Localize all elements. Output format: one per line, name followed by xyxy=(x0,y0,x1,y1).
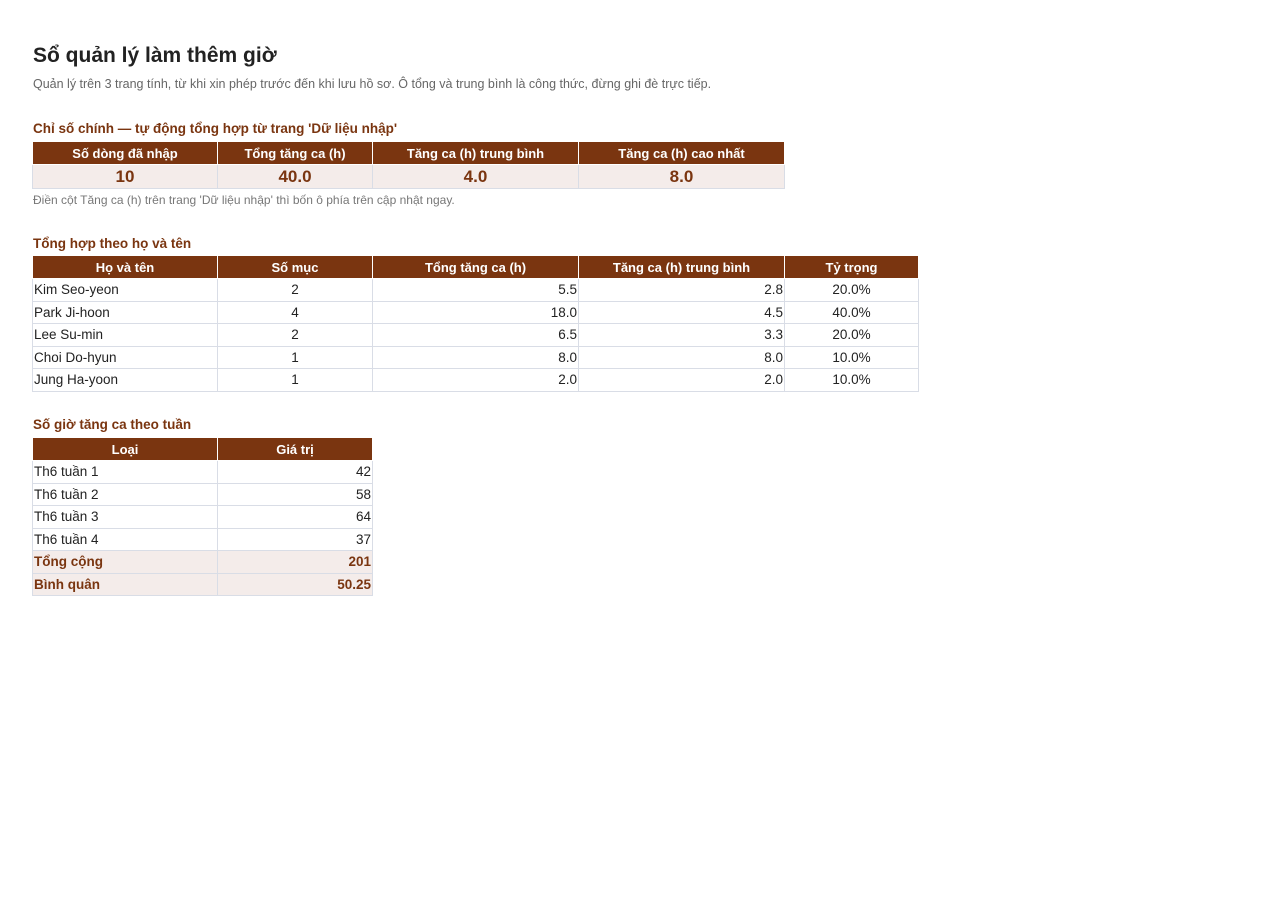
cell-share[interactable]: 20.0% xyxy=(785,324,919,347)
cell-count[interactable]: 2 xyxy=(218,279,373,302)
total-row xyxy=(33,551,373,574)
table-row xyxy=(33,324,919,347)
kpi-value-total[interactable]: 40.0 xyxy=(218,165,373,189)
kpi-value-average[interactable]: 4.0 xyxy=(373,165,579,189)
cell-value[interactable]: 37 xyxy=(218,528,373,551)
cell-name[interactable]: Choi Do-hyun xyxy=(33,346,218,369)
cell-count[interactable]: 1 xyxy=(218,369,373,392)
table-row xyxy=(33,346,919,369)
cell-count[interactable]: 1 xyxy=(218,346,373,369)
table-row xyxy=(33,506,373,529)
cell-total[interactable]: 2.0 xyxy=(373,369,579,392)
kpi-note: Điền cột Tăng ca (h) trên trang 'Dữ liệu nhập' thì bốn ô phía trên cập nhật ngay. xyxy=(33,193,455,207)
header-value[interactable]: Giá trị xyxy=(218,438,373,461)
cell-share[interactable]: 10.0% xyxy=(785,346,919,369)
kpi-value-max[interactable]: 8.0 xyxy=(579,165,785,189)
table-row xyxy=(33,461,373,484)
average-label[interactable]: Bình quân xyxy=(33,573,218,596)
table-row xyxy=(33,483,373,506)
table-row xyxy=(33,279,919,302)
cell-name[interactable]: Jung Ha-yoon xyxy=(33,369,218,392)
weekly-header-row xyxy=(33,438,373,461)
header-share[interactable]: Tỷ trọng xyxy=(785,256,919,279)
cell-type[interactable]: Th6 tuần 1 xyxy=(33,461,218,484)
header-total[interactable]: Tổng tăng ca (h) xyxy=(373,256,579,279)
cell-name[interactable]: Park Ji-hoon xyxy=(33,301,218,324)
kpi-section-title: Chỉ số chính — tự động tổng hợp từ trang 'Dữ liệu nhập' xyxy=(33,121,398,136)
cell-type[interactable]: Th6 tuần 3 xyxy=(33,506,218,529)
cell-total[interactable]: 6.5 xyxy=(373,324,579,347)
cell-value[interactable]: 64 xyxy=(218,506,373,529)
header-average[interactable]: Tăng ca (h) trung bình xyxy=(579,256,785,279)
page-title: Sổ quản lý làm thêm giờ xyxy=(33,44,277,67)
header-name[interactable]: Họ và tên xyxy=(33,256,218,279)
cell-name[interactable]: Lee Su-min xyxy=(33,324,218,347)
kpi-header-row xyxy=(33,142,785,165)
cell-share[interactable]: 20.0% xyxy=(785,279,919,302)
total-value[interactable]: 201 xyxy=(218,551,373,574)
cell-count[interactable]: 2 xyxy=(218,324,373,347)
table-row xyxy=(33,528,373,551)
kpi-header-rows[interactable]: Số dòng đã nhập xyxy=(33,142,218,165)
weekly-section-title: Số giờ tăng ca theo tuần xyxy=(33,417,192,432)
cell-average[interactable]: 2.8 xyxy=(579,279,785,302)
table-row xyxy=(33,301,919,324)
cell-average[interactable]: 3.3 xyxy=(579,324,785,347)
cell-average[interactable]: 8.0 xyxy=(579,346,785,369)
cell-total[interactable]: 8.0 xyxy=(373,346,579,369)
cell-share[interactable]: 40.0% xyxy=(785,301,919,324)
cell-count[interactable]: 4 xyxy=(218,301,373,324)
header-type[interactable]: Loại xyxy=(33,438,218,461)
total-label[interactable]: Tổng cộng xyxy=(33,551,218,574)
by-name-header-row xyxy=(33,256,919,279)
average-value[interactable]: 50.25 xyxy=(218,573,373,596)
by-name-table xyxy=(32,255,919,392)
table-row xyxy=(33,369,919,392)
cell-average[interactable]: 4.5 xyxy=(579,301,785,324)
kpi-value-rows[interactable]: 10 xyxy=(33,165,218,189)
cell-share[interactable]: 10.0% xyxy=(785,369,919,392)
average-row xyxy=(33,573,373,596)
cell-type[interactable]: Th6 tuần 4 xyxy=(33,528,218,551)
cell-total[interactable]: 5.5 xyxy=(373,279,579,302)
kpi-header-total[interactable]: Tổng tăng ca (h) xyxy=(218,142,373,165)
kpi-table xyxy=(32,141,785,189)
cell-average[interactable]: 2.0 xyxy=(579,369,785,392)
header-count[interactable]: Số mục xyxy=(218,256,373,279)
kpi-value-row xyxy=(33,165,785,189)
cell-value[interactable]: 42 xyxy=(218,461,373,484)
kpi-header-max[interactable]: Tăng ca (h) cao nhất xyxy=(579,142,785,165)
weekly-table xyxy=(32,437,373,596)
kpi-header-average[interactable]: Tăng ca (h) trung bình xyxy=(373,142,579,165)
cell-total[interactable]: 18.0 xyxy=(373,301,579,324)
cell-type[interactable]: Th6 tuần 2 xyxy=(33,483,218,506)
page-subtitle: Quản lý trên 3 trang tính, từ khi xin phép trước đến khi lưu hồ sơ. Ô tổng và trung bình là công thức, đừng ghi đè trực tiếp. xyxy=(33,77,712,91)
cell-value[interactable]: 58 xyxy=(218,483,373,506)
by-name-section-title: Tổng hợp theo họ và tên xyxy=(33,236,192,251)
cell-name[interactable]: Kim Seo-yeon xyxy=(33,279,218,302)
